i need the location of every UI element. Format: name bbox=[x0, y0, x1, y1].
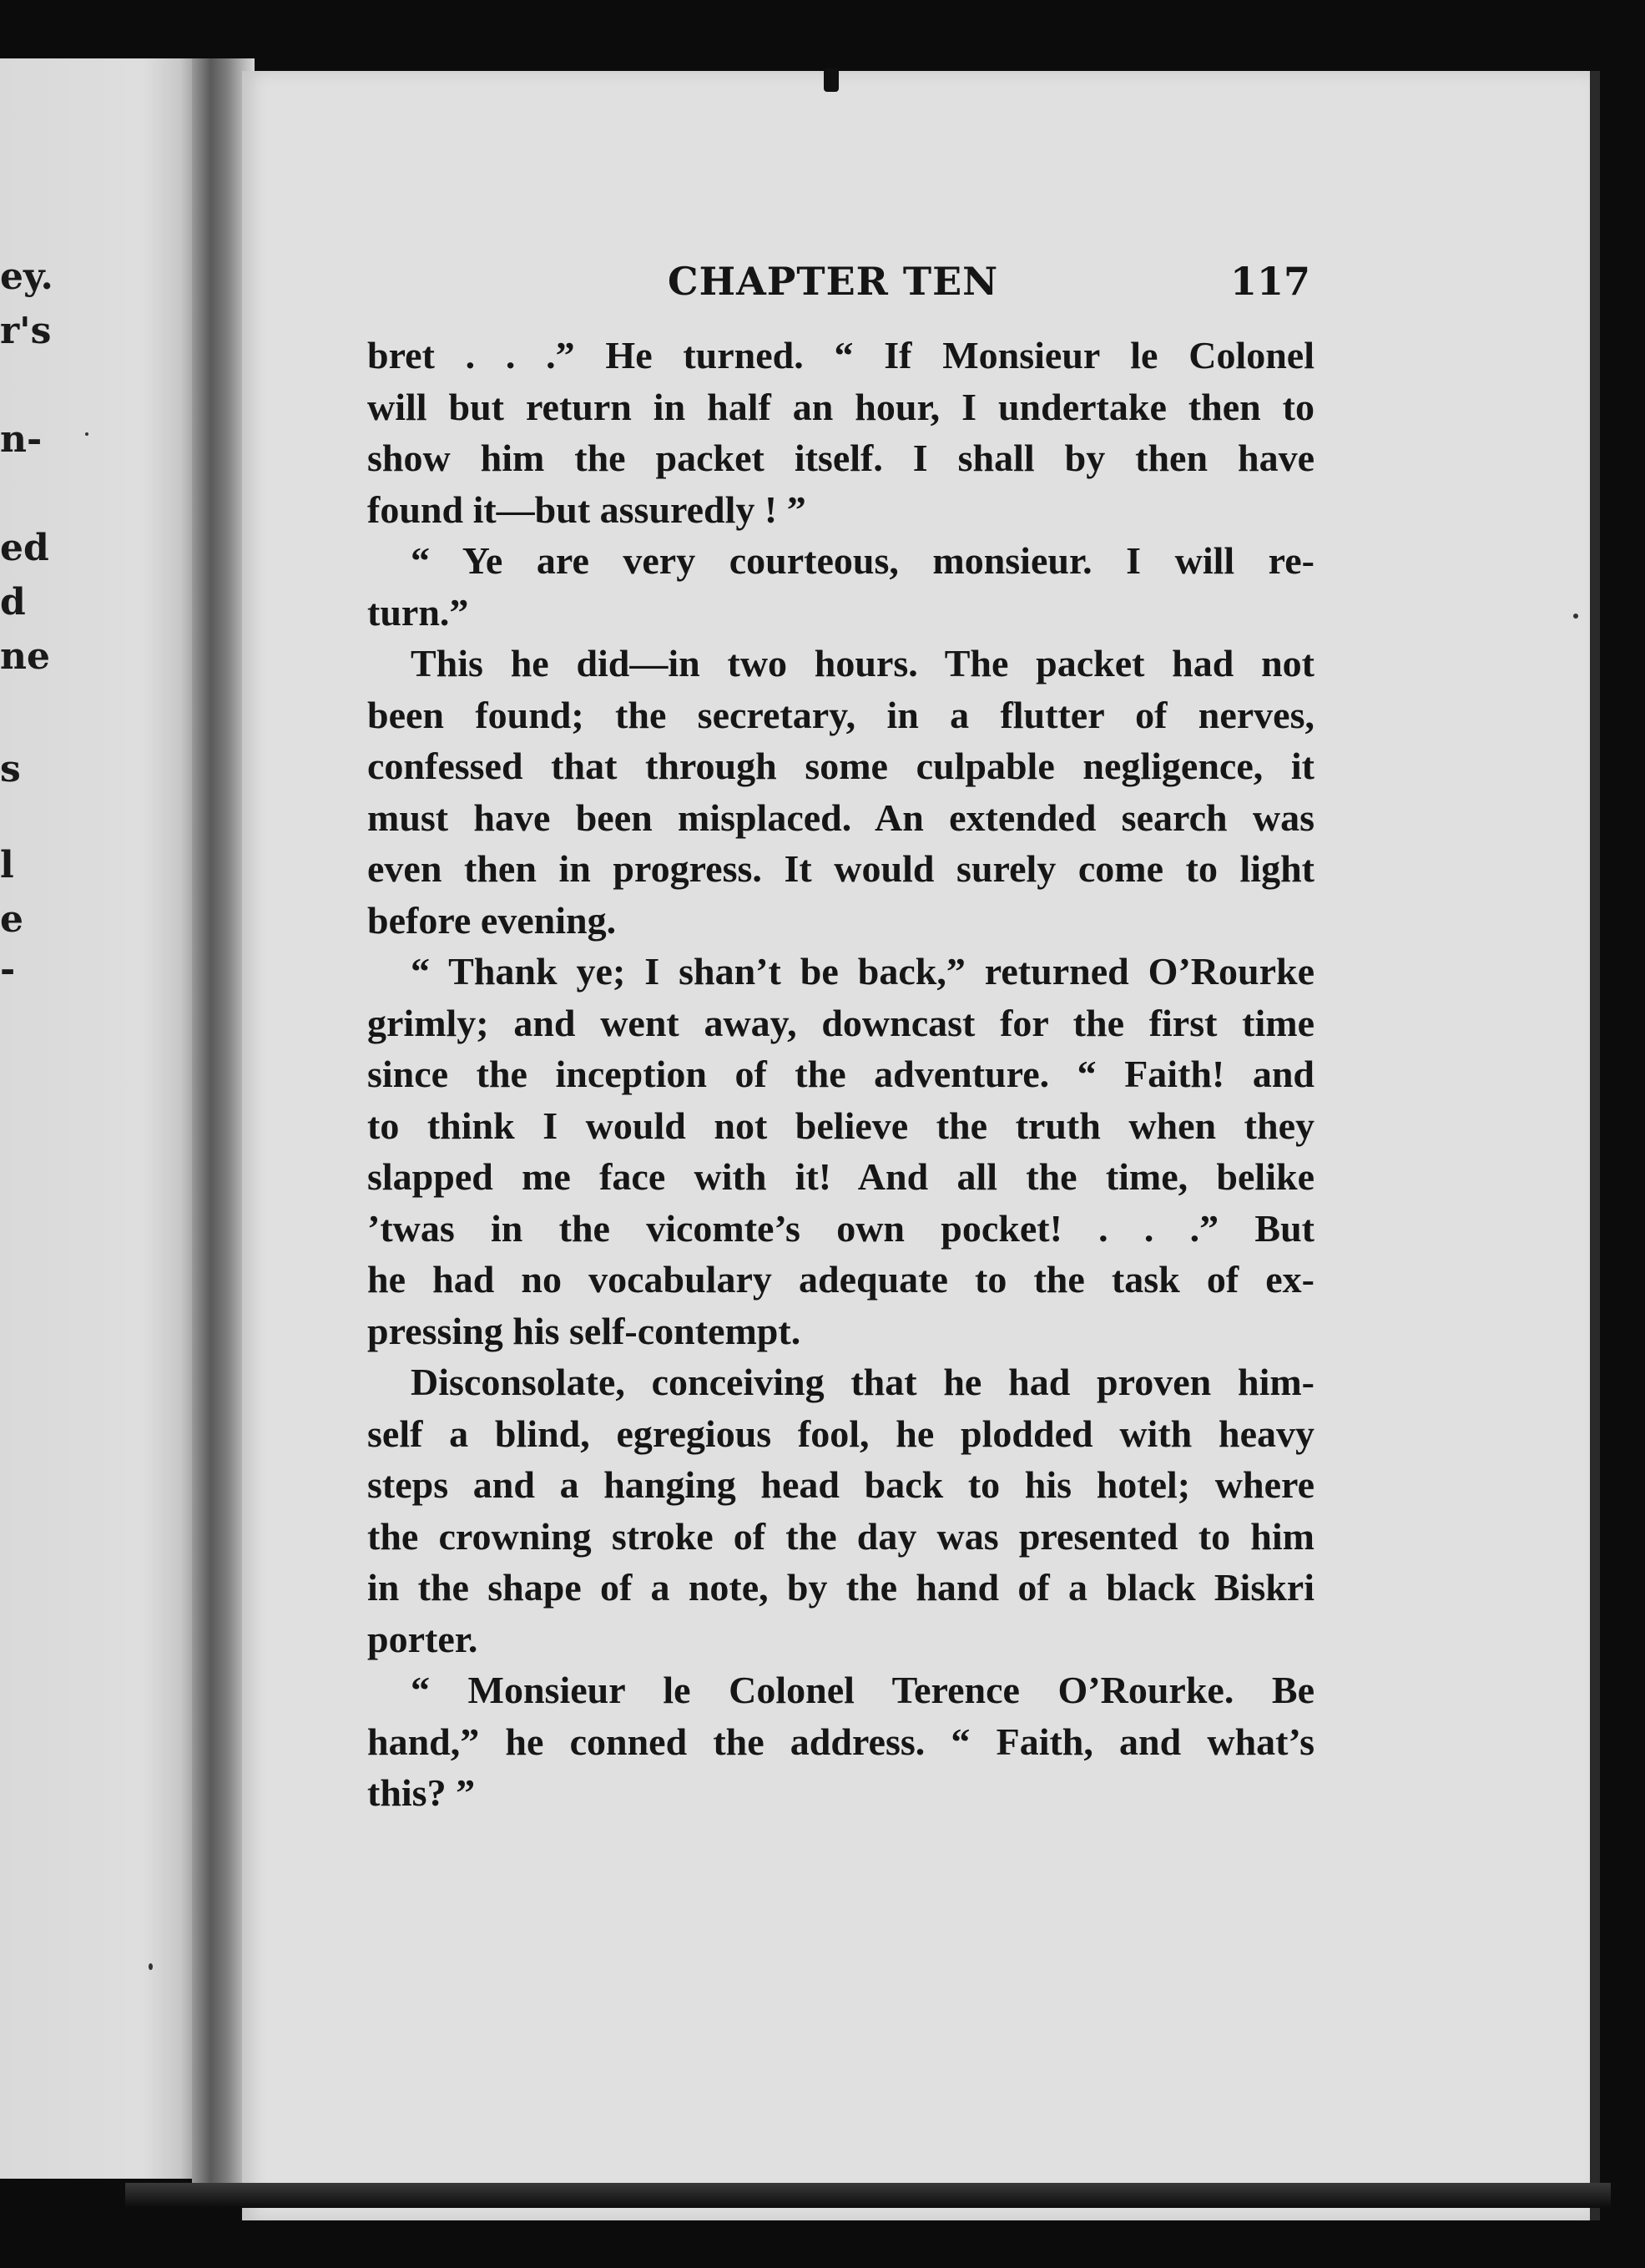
left-page-fragment: s bbox=[0, 748, 21, 791]
text-line: found it—but assuredly ! ” bbox=[367, 487, 806, 531]
text-line: even then in progress. It would surely come to light bbox=[367, 847, 1314, 890]
text-line: “ Ye are very courteous, monsieur. I will re- bbox=[411, 539, 1314, 582]
text-line: steps and a hanging head back to his hotel; where bbox=[367, 1463, 1314, 1506]
page-bottom-edge bbox=[125, 2183, 1611, 2208]
text-line: to think I would not believe the truth when they bbox=[367, 1104, 1314, 1147]
text-line: slapped me face with it! And all the time, belike bbox=[367, 1155, 1314, 1198]
text-line: “ Thank ye; I shan’t be back,” returned O’Rourke bbox=[411, 950, 1314, 993]
paragraph bbox=[367, 330, 1314, 535]
running-head bbox=[367, 250, 1314, 309]
chapter-title: CHAPTER TEN bbox=[668, 259, 999, 304]
text-line: the crowning stroke of the day was presented to him bbox=[367, 1514, 1314, 1558]
left-page-fragment: ne bbox=[0, 635, 50, 678]
left-page-fragment: n- bbox=[0, 418, 43, 461]
text-line: grimly; and went away, downcast for the first time bbox=[367, 1001, 1314, 1044]
left-page-fragment: ed bbox=[0, 527, 49, 569]
text-line: in the shape of a note, by the hand of a black Biskri bbox=[367, 1566, 1314, 1609]
text-line: he had no vocabulary adequate to the task of ex- bbox=[367, 1258, 1314, 1301]
dust-speck bbox=[1573, 614, 1578, 619]
text-line: been found; the secretary, in a flutter of nerves, bbox=[367, 693, 1314, 736]
left-page-fragment: l bbox=[0, 844, 14, 886]
text-line: ’twas in the vicomte’s own pocket! . . .” But bbox=[367, 1206, 1314, 1250]
text-line: confessed that through some culpable negligence, it bbox=[367, 745, 1314, 787]
paragraph bbox=[367, 946, 1314, 1356]
text-line: before evening. bbox=[367, 898, 617, 942]
left-page-fragment: e bbox=[0, 898, 23, 941]
paragraph bbox=[367, 638, 1314, 946]
dust-speck bbox=[149, 1963, 153, 1970]
text-line: this? ” bbox=[367, 1771, 476, 1814]
top-edge-mark bbox=[824, 68, 839, 92]
paragraph bbox=[367, 1664, 1314, 1819]
paragraph bbox=[367, 1356, 1314, 1664]
text-line: since the inception of the adventure. “ Faith! and bbox=[367, 1053, 1314, 1095]
text-line: pressing his self-contempt. bbox=[367, 1309, 801, 1352]
text-line: This he did—in two hours. The packet had not bbox=[411, 642, 1314, 684]
text-line: turn.” bbox=[367, 590, 469, 634]
page-number: 117 bbox=[1229, 259, 1310, 304]
left-page-fragment: ey. bbox=[0, 255, 53, 298]
text-line: show him the packet itself. I shall by then have bbox=[367, 437, 1314, 479]
text-line: must have been misplaced. An extended search was bbox=[367, 796, 1314, 839]
paragraph bbox=[367, 535, 1314, 638]
dust-speck bbox=[85, 432, 88, 436]
left-page-fragment: d bbox=[0, 581, 26, 624]
text-line: bret . . .” He turned. “ If Monsieur le Colonel bbox=[367, 334, 1314, 376]
left-facing-page bbox=[0, 58, 204, 2179]
body-text bbox=[367, 330, 1314, 1819]
text-line: porter. bbox=[367, 1617, 478, 1660]
text-line: “ Monsieur le Colonel Terence O’Rourke. Be bbox=[411, 1669, 1314, 1711]
text-line: will but return in half an hour, I undertake then to bbox=[367, 385, 1314, 428]
text-line: hand,” he conned the address. “ Faith, and what’s bbox=[367, 1720, 1314, 1763]
text-line: self a blind, egregious fool, he plodded with heavy bbox=[367, 1412, 1314, 1455]
left-page-fragment: - bbox=[0, 948, 16, 991]
text-line: Disconsolate, conceiving that he had proven him- bbox=[411, 1361, 1314, 1403]
left-page-fragment: r's bbox=[0, 310, 52, 352]
